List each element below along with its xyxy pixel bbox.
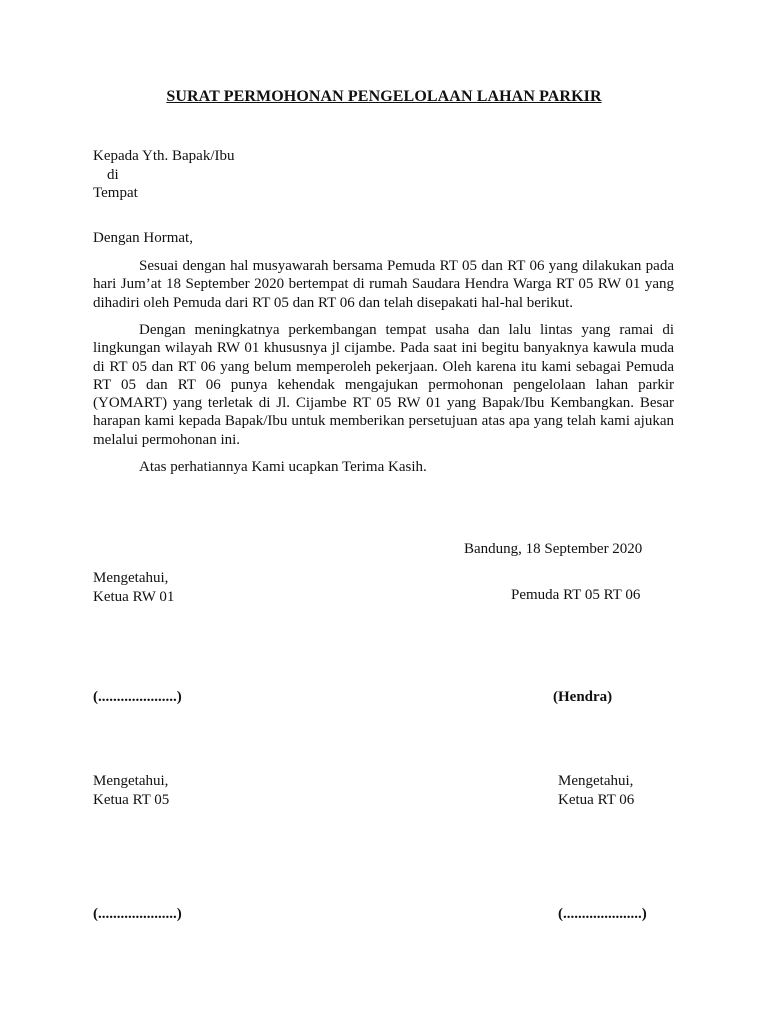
signature-rt06-block [558,772,634,809]
signature-rt05-known: Mengetahui, [93,773,169,789]
signature-rt06-name: (.....................) [558,906,647,922]
signature-rt06-role: Ketua RT 06 [558,791,635,808]
signature-rt06-known: Mengetahui, [558,773,634,789]
recipient-place: Tempat [93,185,138,201]
signature-pemuda-name: (Hendra) [553,689,613,705]
paragraph-closing: Atas perhatiannya Kami ucapkan Terima Kasih. [139,459,427,475]
signature-rw-known: Mengetahui, [93,570,169,586]
paragraph-meeting: Sesuai dengan hal musyawarah bersama Pemuda RT 05 dan RT 06 yang dilakukan pada hari Jum’at 18 September 2020 bertempat di rumah Saudara Hendra Warga RT 05 RW 01 yang dihadiri oleh Pemuda dari RT 05 dan RT 06 dan telah disepakati hal-hal berikut. [93,258,674,311]
letter-title: SURAT PERMOHONAN PENGELOLAAN LAHAN PARKIR [166,88,602,105]
recipient-line: Kepada Yth. Bapak/Ibu [93,148,235,164]
greeting: Dengan Hormat, [93,230,193,246]
signature-pemuda-role: Pemuda RT 05 RT 06 [511,587,641,603]
signature-rt05-block [93,772,169,809]
signature-rt05-name: (.....................) [93,906,182,922]
recipient-block [93,147,234,203]
paragraph-request: Dengan meningkatnya perkembangan tempat usaha dan lalu lintas yang ramai di lingkungan wilayah RW 01 khususnya jl cijambe. Pada saat ini begitu banyaknya kawula muda di RT 05 dan RT 06 yang belum memperoleh pekerjaan. Oleh karena itu kami sebagai Pemuda RT 05 dan RT 06 punya kehendak mengajukan permohonan pengelolaan lahan parkir (YOMART) yang terletak di Jl. Cijambe RT 05 RW 01 yang Bapak/Ibu Kembangkan. Besar harapan kami kepada Bapak/Ibu untuk memberikan persetujuan atas apa yang telah kami ajukan melalui permohonan ini. [93,322,674,448]
signature-rw-role: Ketua RW 01 [93,588,175,605]
signature-rt05-role: Ketua RT 05 [93,791,170,808]
recipient-di: di [107,166,119,183]
signature-rw-name: (.....................) [93,689,182,705]
signature-rw-block [93,569,174,606]
place-date: Bandung, 18 September 2020 [464,541,643,557]
